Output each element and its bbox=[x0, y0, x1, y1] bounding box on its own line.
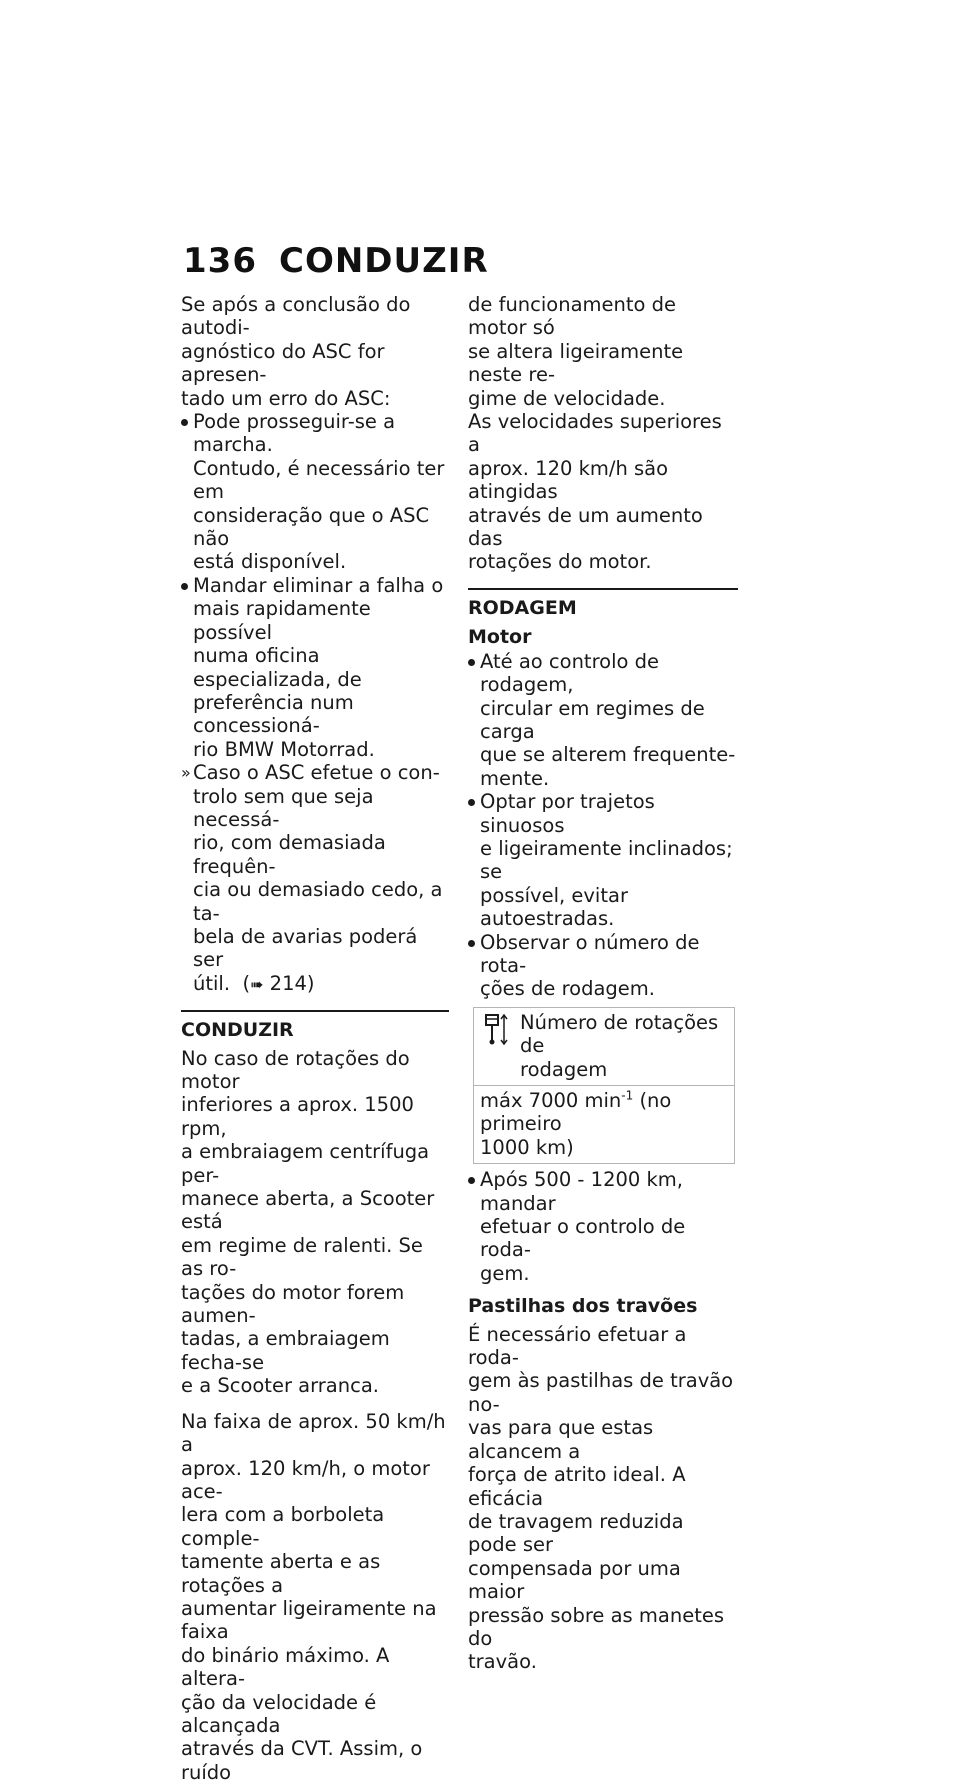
list-item: Mandar eliminar a falha o mais rapidamente possível numa oficina especializada, de preferência num concessioná- rio BMW Motorrad. bbox=[181, 574, 449, 761]
spec-value-cell: máx 7000 $\min^{-1} (no$ primeiro 1000 km) bbox=[474, 1086, 735, 1164]
page-reference-arrow-icon: ➠ bbox=[250, 974, 264, 994]
section-heading-conduzir bbox=[181, 1010, 449, 1042]
left-column bbox=[181, 293, 449, 1784]
spec-label-cell bbox=[474, 1007, 735, 1085]
right-column bbox=[468, 293, 738, 1674]
list-item: Observar o número de rota- ções de rodagem. bbox=[468, 931, 738, 1001]
body-paragraph: É necessário efetuar a roda- gem às pastilhas de travão no- vas para que estas alcancem a força de atrito ideal. A eficácia de travagem reduzida pode ser compensada por uma maior pressão sobre as manetes do travão. bbox=[468, 1322, 734, 1674]
spec-label: Número de rotações de rodagem bbox=[520, 1010, 719, 1081]
engine-speed-icon bbox=[480, 1011, 520, 1052]
page-number: 136 bbox=[183, 241, 257, 281]
body-paragraph: No caso de rotações do motor inferiores a aprox. 1500 rpm, a embraiagem centrífuga per- manece aberta, a Scooter está em regime de ralenti. Se as ro- tações do motor forem aumen- tadas, a embraiagem fecha-se e a Scooter arranca. bbox=[181, 1046, 435, 1398]
list-item: Pode prosseguir-se a marcha. Contudo, é necessário ter em consideração que o ASC não está disponível. bbox=[181, 410, 449, 574]
body-paragraph: de funcionamento de motor só se altera ligeiramente neste re- gime de velocidade. bbox=[468, 293, 684, 410]
body-paragraph: As velocidades superiores a aprox. 120 km/h são atingidas através de um aumento das rotações do motor. bbox=[468, 410, 722, 574]
specification-table bbox=[473, 1007, 735, 1164]
intro-paragraph: Se após a conclusão do autodi- agnóstico do ASC for apresen- tado um erro do ASC: bbox=[181, 293, 411, 410]
section-heading-rodagem bbox=[468, 588, 738, 620]
section-title: RODAGEM bbox=[468, 596, 577, 619]
chapter-title: CONDUZIR bbox=[279, 241, 489, 281]
subsection-title: Pastilhas dos travões bbox=[468, 1295, 698, 1318]
result-marker-icon: » bbox=[181, 763, 191, 783]
section-title: CONDUZIR bbox=[181, 1019, 294, 1042]
list-item: Até ao controlo de rodagem, circular em regimes de carga que se alterem frequente- mente. bbox=[468, 650, 738, 790]
list-item: Optar por trajetos sinuosos e ligeiramente inclinados; se possível, evitar autoestradas. bbox=[468, 790, 738, 930]
page-header bbox=[183, 241, 489, 281]
page-reference-link[interactable]: 214 bbox=[269, 971, 307, 995]
result-item: » Caso o ASC efetue o con- trolo sem que seja necessá- rio, com demasiada frequên- cia ou demasiado cedo, a ta- bela de avarias poderá ser útil. (➠ 214) bbox=[181, 761, 443, 995]
subsection-title: Motor bbox=[468, 626, 532, 649]
list-item: Após 500 - 1200 km, mandar efetuar o controlo de roda- gem. bbox=[468, 1168, 738, 1285]
body-paragraph: Na faixa de aprox. 50 km/h a aprox. 120 km/h, o motor ace- lera com a borboleta comple- tamente aberta e as rotações a aumentar ligeiramente na faixa do binário máximo. A altera- ção da velocidade é alcançada através da CVT. Assim, o ruído bbox=[181, 1409, 446, 1784]
